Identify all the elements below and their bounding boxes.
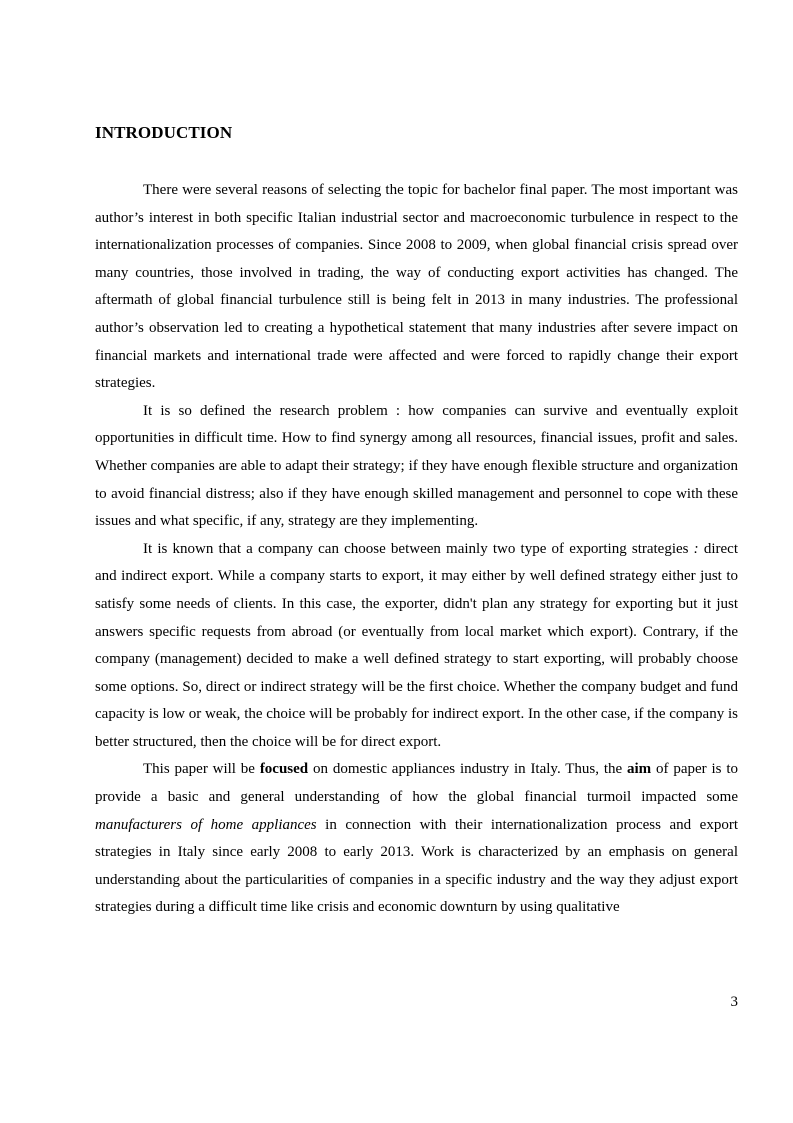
bold-text: aim bbox=[627, 761, 652, 778]
page-number: 3 bbox=[730, 994, 738, 1010]
text-run: in connection with their internationalization process and export strategies in Italy since early 2008 to early 2013. Work is characterized by an emphasis on general understanding about the particularities of companies in a specific industry and the way they adjust export strategies during a difficult time like crisis and economic downturn by using qualitative bbox=[95, 816, 738, 916]
italic-text: : bbox=[693, 540, 699, 557]
paragraph bbox=[95, 398, 738, 536]
text-run: direct and indirect export. While a company starts to export, it may either by well defined strategy either just to satisfy some needs of clients. In this case, the exporter, didn't plan any strategy for exporting but it just answers specific requests from abroad (or eventually from local market which export). Contrary, if the company (management) decided to make a well defined strategy to start exporting, will probably choose some options. So, direct or indirect strategy will be the first choice. Whether the company budget and fund capacity is low or weak, the choice will be probably for indirect export. In the other case, if the company is better structured, then the choice will be for direct export. bbox=[95, 540, 738, 750]
paragraph bbox=[95, 536, 738, 757]
text-run: This paper will be bbox=[143, 761, 260, 778]
text-run: It is known that a company can choose between mainly two type of exporting strategies bbox=[143, 540, 694, 557]
text-run: on domestic appliances industry in Italy. Thus, the bbox=[308, 761, 628, 778]
text-run: of paper is to provide a basic and general understanding of how the global financial turmoil impacted some bbox=[95, 761, 738, 806]
italic-text: manufacturers of home appliances bbox=[95, 816, 317, 833]
text-run: There were several reasons of selecting the topic for bachelor final paper. The most important was author’s interest in both specific Italian industrial sector and macroeconomic turbulence in respect to the internationalization processes of companies. Since 2008 to 2009, when global financial crisis spread over many countries, those involved in trading, the way of conducting export activities has changed. The aftermath of global financial turbulence still is being felt in 2013 in many industries. The professional author’s observation led to creating a hypothetical statement that many industries after severe impact on financial markets and international trade were affected and were forced to rapidly change their export strategies. bbox=[95, 182, 738, 392]
paragraph bbox=[95, 177, 738, 398]
paragraph bbox=[95, 756, 738, 922]
section-heading: INTRODUCTION bbox=[95, 123, 233, 142]
body-text bbox=[95, 177, 738, 922]
text-run: It is so defined the research problem : how companies can survive and eventually exploit opportunities in difficult time. How to find synergy among all resources, financial issues, profit and sales. Whether companies are able to adapt their strategy; if they have enough flexible structure and organization to avoid financial distress; also if they have enough skilled management and personnel to cope with these issues and what specific, if any, strategy are they implementing. bbox=[95, 402, 738, 530]
bold-text: focused bbox=[259, 761, 309, 778]
